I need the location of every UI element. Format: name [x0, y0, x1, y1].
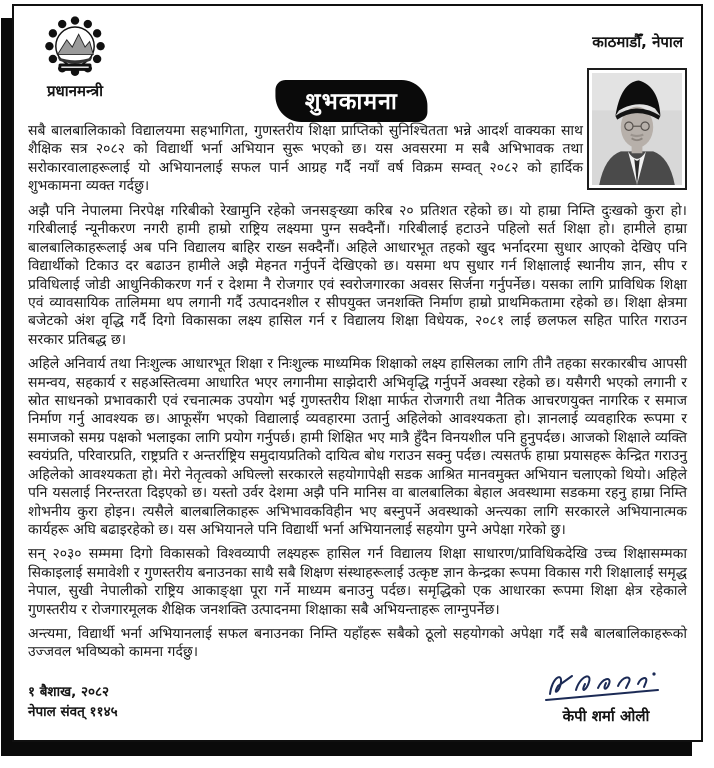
page-title: शुभकामना [275, 80, 428, 122]
location-label: काठमाडौँ, नेपाल [592, 33, 683, 51]
letter-frame [12, 4, 703, 742]
paragraph-1: सबै बालबालिकाको विद्यालयमा सहभागिता, गुणस्तरीय शिक्षा प्राप्तिको सुनिश्चितता भन्ने आदर्श वाक्यका साथ शैक्षिक सत्र २०८२ को विद्यार्थी भर्ना अभियान सुरू भएको छ। यस अवसरमा म सबै अभिभावक तथा सरोकारवालाहरूलाई यो अभियानलाई सफल पार्न आग्रह गर्दै नयाँ वर्ष विक्रम सम्वत् २०८२ को हार्दिक शुभकामना व्यक्त गर्दछु। [28, 123, 583, 195]
letter-body [28, 122, 687, 662]
office-label: प्रधानमन्त्री [47, 82, 103, 100]
emblem-block [32, 16, 118, 101]
paragraph-5: अन्त्यमा, विद्यार्थी भर्ना अभियानलाई सफल बनाउनका निम्ति यहाँहरू सबैको ठूलो सहयोगको अपेक्षा गर्दै सबै बालबालिकाहरूको उज्जवल भविष्यको कामना गर्दछु। [28, 625, 687, 661]
letter-header [28, 14, 687, 116]
paragraph-3: अहिले अनिवार्य तथा निःशुल्क आधारभूत शिक्षा र निःशुल्क माध्यमिक शिक्षाको लक्ष्य हासिलका लागि तीनै तहका सरकारबीच आपसी समन्वय, सहकार्य र सहअस्तित्वमा आधारित भएर लगानीमा साझेदारी अभिवृद्धि गर्नुपर्ने अवस्था रहेको छ। यसैगरी भएको लगानी र स्रोत साधनको प्रभावकारी एवं रचनात्मक उपयोग भई गुणस्तरीय शिक्षा मार्फत रोजगारी तथा नैतिक आचरणयुक्त नागरिक र समाज निर्माण गर्नु आवश्यक छ। आफूसँग भएको विद्यालाई व्यवहारमा उतार्नु अहिलेको आवश्यकता हो। ज्ञानलाई व्यवहारिक रूपमा र समाजको समग्र पक्षको भलाइका लागि प्रयोग गर्नुपर्छ। हामी शिक्षित भए मात्रै हुँदैन विनयशील पनि हुनुपर्दछ। आजको शिक्षाले व्यक्ति स्वयंप्रति, परिवारप्रति, राष्ट्रप्रति र अन्तर्राष्ट्रिय समुदायप्रतिको दायित्व बोध गराउन सक्नु पर्दछ। त्यसतर्फ हाम्रा प्रयासहरू केन्द्रित गराउनु अहिलेको आवश्यकता हो। मेरो नेतृत्वको अघिल्लो सरकारले सहयोगापेक्षी सडक आश्रित मानवमुक्त अभियान चलाएको थियो। अहिले पनि यसलाई निरन्तरता दिइएको छ। यस्तो उर्वर देशमा अझै पनि मानिस वा बालबालिका बेहाल अवस्थामा सडकमा रहनु हाम्रा निम्ति शोभनीय कुरा होइन। त्यसैले बालबालिकाहरू अभिभावकविहीन भए बस्नुपर्ने अवस्थाको अन्त्यका लागि सरकारले अभियानात्मक कार्यहरू अघि बढाइरहेको छ। यस अभियानले पनि विद्यार्थी भर्ना अभियानलाई सहयोग पुग्ने अपेक्षा गरेको छु। [28, 356, 687, 538]
date-block [28, 682, 118, 722]
letter-footer [28, 668, 687, 726]
nepal-coat-of-arms-icon [43, 16, 107, 80]
date-bikram-sambat: १ बैशाख, २०८२ [28, 683, 110, 700]
signature-block [531, 666, 681, 726]
date-nepal-sambat: नेपाल संवत् ११४५ [28, 703, 118, 720]
signature-icon [542, 666, 670, 708]
paragraph-4: सन् २०३० सम्ममा दिगो विकासको विश्वव्यापी लक्ष्यहरू हासिल गर्न विद्यालय शिक्षा साधारण/प्राविधिकदेखि उच्च शिक्षासम्मका सिकाइलाई समावेशी र गुणस्तरीय बनाउनका साथै सबै शिक्षण संस्थाहरूलाई उत्कृष्ट ज्ञान केन्द्रका रूपमा विकास गरी शिक्षालाई समृद्ध नेपाल, सुखी नेपालीको राष्ट्रिय आकाङ्क्षा पूरा गर्ने माध्यम बनाउनु पर्दछ। समृद्धिको एक आधारका रूपमा शिक्षा क्षेत्र रहेकाले गुणस्तरीय र रोजगारमूलक शैक्षिक जनशक्ति उत्पादनमा शिक्षाका सबै अभियन्ताहरू लाग्नुपर्नेछ। [28, 546, 687, 618]
pm-portrait [587, 68, 687, 190]
paragraph-2: अझै पनि नेपालमा निरपेक्ष गरिबीको रेखामुनि रहेको जनसङ्ख्या करिब २० प्रतिशत रहेको छ। यो हाम्रा निम्ति दुःखको कुरा हो। गरिबीलाई न्यूनीकरण नगरी हामी हाम्रो राष्ट्रिय लक्ष्यमा पुग्न सक्दैनौं। गरिबीलाई हटाउने पहिलो सर्त शिक्षा हो। हामीले हाम्रा बालबालिकाहरूलाई अब पनि विद्यालय बाहिर राख्न सक्दैनौं। अहिले आधारभूत तहको खुद भर्नादरमा सुधार आएको देखिए पनि विद्यार्थीको टिकाउ दर बढाउन हामीले अझै मेहनत गर्नुपर्ने देखिएको छ। यसमा थप सुधार गर्न शिक्षालाई स्थानीय ज्ञान, सीप र प्रविधिलाई जोडी आधुनिकीकरण गर्न र देशमा नै रोजगार एवं स्वरोजगारका अवसर सिर्जना गर्नुपर्नेछ। यसका लागि प्राविधिक शिक्षा एवं व्यावसायिक तालिममा थप लगानी गर्दै उत्पादनशील र सीपयुक्त जनशक्ति निर्माण हाम्रो प्राथमिकतामा रहेको छ। शिक्षा क्षेत्रमा बजेटको अंश वृद्धि गर्दै दिगो विकासका लक्ष्य हासिल गर्न र विद्यालय शिक्षा विधेयक, २०८१ लाई छलफल सहित पारित गराउन सरकार प्रतिबद्ध छ। [28, 203, 687, 348]
signatory-name: केपी शर्मा ओली [562, 706, 650, 725]
pm-portrait-image [592, 73, 682, 185]
